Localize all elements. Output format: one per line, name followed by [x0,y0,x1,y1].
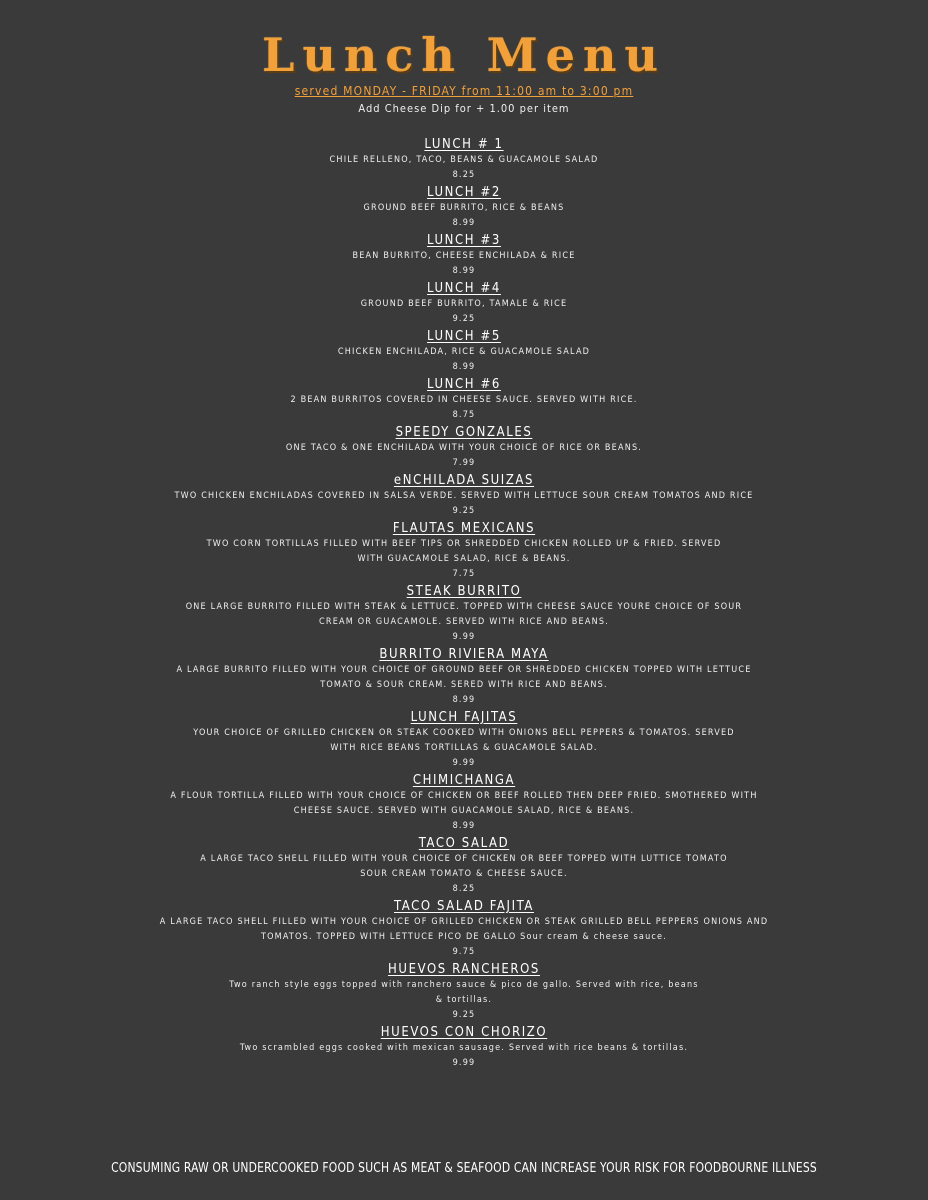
menu-item-description: WITH GUACAMOLE SALAD, RICE & BEANS. [357,554,571,564]
menu-item-name: HUEVOS CON CHORIZO [380,1025,548,1040]
menu-item-description: YOUR CHOICE OF GRILLED CHICKEN OR STEAK COOKED WITH ONIONS BELL PEPPERS & TOMATOS. SERVED [193,728,735,738]
menu-item-price: 8.75 [452,410,476,420]
menu-item [0,1024,928,1071]
menu-item [0,424,928,471]
menu-item-price: 9.99 [452,632,476,642]
menu-item [0,376,928,423]
menu-item-description: WITH RICE BEANS TORTILLAS & GUACAMOLE SALAD. [330,743,598,753]
menu-item [0,961,928,1023]
menu-item-description: A LARGE TACO SHELL FILLED WITH YOUR CHOICE OF GRILLED CHICKEN OR STEAK GRILLED BELL PEPPERS ONIONS AND [159,917,769,927]
menu-item [0,136,928,183]
menu-item-name: LUNCH # 1 [424,137,504,152]
menu-item-description: 2 BEAN BURRITOS COVERED IN CHEESE SAUCE. SERVED WITH RICE. [290,395,638,405]
menu-item-description: CHEESE SAUCE. SERVED WITH GUACAMOLE SALAD, RICE & BEANS. [293,806,635,816]
menu-item-price: 9.75 [452,947,476,957]
menu-item-name: eNCHILADA SUIZAS [393,473,535,488]
menu-item [0,232,928,279]
menu-item-description: ONE LARGE BURRITO FILLED WITH STEAK & LETTUCE. TOPPED WITH CHEESE SAUCE YOURE CHOICE OF SOUR [185,602,743,612]
menu-item-description: TOMATOS. TOPPED WITH LETTUCE PICO DE GALLO Sour cream & cheese sauce. [260,932,668,942]
menu-item-list [0,136,928,1072]
menu-item-name: SPEEDY GONZALES [395,425,533,440]
food-safety-warning: CONSUMING RAW OR UNDERCOOKED FOOD SUCH AS MEAT & SEAFOOD CAN INCREASE YOUR RISK FOR FOODBOURNE ILLNESS [111,1161,817,1176]
menu-item-description: CHICKEN ENCHILADA, RICE & GUACAMOLE SALAD [337,347,591,357]
menu-item-name: BURRITO RIVIERA MAYA [379,647,549,662]
menu-item-name: FLAUTAS MEXICANS [392,521,536,536]
menu-item-name: HUEVOS RANCHEROS [388,962,540,977]
menu-item [0,328,928,375]
menu-item-description: A LARGE TACO SHELL FILLED WITH YOUR CHOICE OF CHICKEN OR BEEF TOPPED WITH LUTTICE TOMATO [200,854,728,864]
menu-item-description: & tortillas. [435,995,493,1005]
menu-item-price: 9.99 [452,758,476,768]
menu-item-price: 9.99 [452,1058,476,1068]
menu-item-description: TWO CORN TORTILLAS FILLED WITH BEEF TIPS OR SHREDDED CHICKEN ROLLED UP & FRIED. SERVED [206,539,722,549]
menu-item-price: 9.25 [452,1010,476,1020]
menu-item-price: 8.25 [452,170,476,180]
menu-item-name: LUNCH #5 [427,329,501,344]
menu-item-price: 8.99 [452,821,476,831]
menu-item-name: LUNCH #3 [427,233,501,248]
cheese-dip-note: Add Cheese Dip for + 1.00 per item [358,102,570,115]
menu-title: Lunch Menu [262,28,666,82]
menu-item-price: 7.75 [452,569,476,579]
menu-item-name: LUNCH FAJITAS [410,710,518,725]
menu-item-description: BEAN BURRITO, CHEESE ENCHILADA & RICE [352,251,576,261]
menu-item-description: ONE TACO & ONE ENCHILADA WITH YOUR CHOICE OF RICE OR BEANS. [285,443,643,453]
menu-item-description: CREAM OR GUACAMOLE. SERVED WITH RICE AND BEANS. [319,617,609,627]
menu-item-description: SOUR CREAM TOMATO & CHEESE SAUCE. [360,869,568,879]
menu-item-description: A LARGE BURRITO FILLED WITH YOUR CHOICE OF GROUND BEEF OR SHREDDED CHICKEN TOPPED WITH LETTUCE [176,665,752,675]
menu-item-name: LUNCH #2 [427,185,501,200]
menu-item-price: 9.25 [452,506,476,516]
menu-item [0,709,928,771]
menu-item-name: LUNCH #6 [427,377,501,392]
menu-item-name: TACO SALAD FAJITA [394,899,534,914]
menu-item [0,583,928,645]
menu-item-price: 8.99 [452,695,476,705]
menu-item [0,472,928,519]
menu-item [0,520,928,582]
menu-item-price: 8.25 [452,884,476,894]
menu-item [0,646,928,708]
menu-item-name: TACO SALAD [418,836,510,851]
menu-item [0,280,928,327]
menu-item [0,184,928,231]
menu-item-description: CHILE RELLENO, TACO, BEANS & GUACAMOLE SALAD [329,155,599,165]
menu-item-name: STEAK BURRITO [406,584,522,599]
menu-item-description: Two scrambled eggs cooked with mexican sausage. Served with rice beans & tortillas. [239,1043,689,1053]
menu-item-name: CHIMICHANGA [412,773,516,788]
menu-item-description: GROUND BEEF BURRITO, TAMALE & RICE [360,299,568,309]
menu-item [0,835,928,897]
menu-item-description: A FLOUR TORTILLA FILLED WITH YOUR CHOICE OF CHICKEN OR BEEF ROLLED THEN DEEP FRIED. SMOTHERED WITH [170,791,758,801]
menu-item [0,898,928,960]
menu-item-description: GROUND BEEF BURRITO, RICE & BEANS [363,203,565,213]
menu-item-price: 8.99 [452,218,476,228]
menu-item-description: TOMATO & SOUR CREAM. SERED WITH RICE AND BEANS. [320,680,608,690]
menu-item-price: 8.99 [452,362,476,372]
menu-item-price: 9.25 [452,314,476,324]
menu-item-description: TWO CHICKEN ENCHILADAS COVERED IN SALSA VERDE. SERVED WITH LETTUCE SOUR CREAM TOMATOS AND RICE [174,491,754,501]
menu-item-price: 7.99 [452,458,476,468]
menu-item-price: 8.99 [452,266,476,276]
serving-hours: served MONDAY - FRIDAY from 11:00 am to 3:00 pm [294,84,634,98]
menu-item [0,772,928,834]
menu-item-description: Two ranch style eggs topped with ranchero sauce & pico de gallo. Served with rice, beans [229,980,699,990]
menu-item-name: LUNCH #4 [427,281,501,296]
